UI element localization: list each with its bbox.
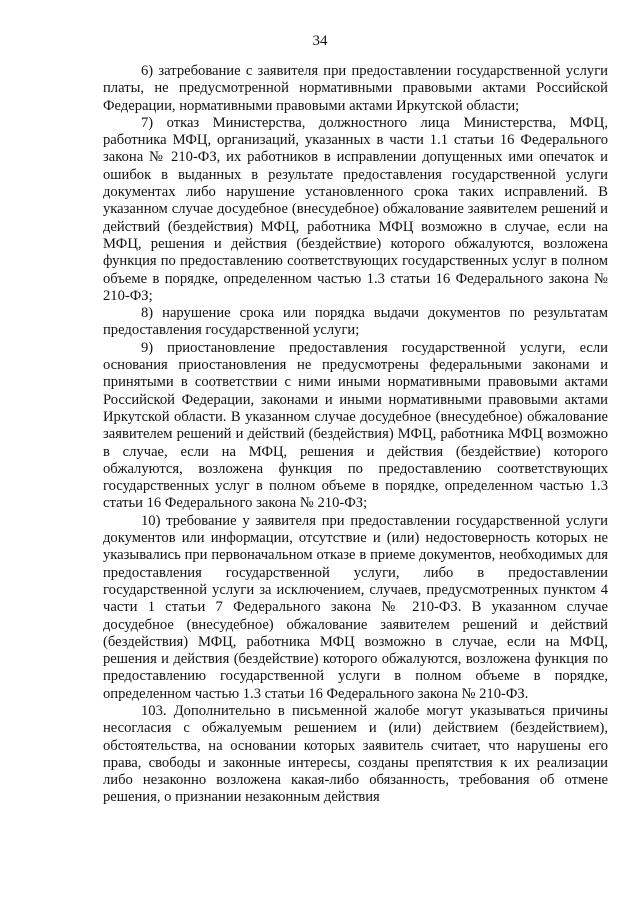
paragraph-item-6: 6) затребование с заявителя при предоставлении государственной услуги платы, не предусмотренной нормативными правовыми актами Российской Федерации, нормативными правовыми актами Иркутской области;: [103, 63, 608, 114]
document-body: [103, 63, 608, 807]
paragraph-item-10: 10) требование у заявителя при предоставлении государственной услуги документов или информации, отсутствие и (или) недостоверность которых не указывались при первоначальном отказе в приеме документов, необходимых для предоставления государственной услуги, либо в предоставлении государственной услуги за исключением, случаев, предусмотренных пунктом 4 части 1 статьи 7 Федерального закона № 210-ФЗ. В указанном случае досудебное (внесудебное) обжалование заявителем решений и действий (бездействия) МФЦ, работника МФЦ возможно в случае, если на МФЦ, решения и действия (бездействие) которого обжалуются, возложена функция по предоставлению государственной услуги в полном объеме в порядке, определенном частью 1.3 статьи 16 Федерального закона № 210-ФЗ.: [103, 512, 608, 702]
paragraph-item-8: 8) нарушение срока или порядка выдачи документов по результатам предоставления государственной услуги;: [103, 305, 608, 339]
paragraph-item-9: 9) приостановление предоставления государственной услуги, если основания приостановления не предусмотрены федеральными законами и принятыми в соответствии с ними иными нормативными правовыми актами Российской Федерации, законами и иными нормативными правовыми актами Иркутской области. В указанном случае досудебное (внесудебное) обжалование заявителем решений и действий (бездействия) МФЦ, работника МФЦ возможно в случае, если на МФЦ, решения и действия (бездействие) которого обжалуются, возложена функция по предоставлению соответствующих государственных услуг в полном объеме в порядке, определенном частью 1.3 статьи 16 Федерального закона № 210-ФЗ;: [103, 339, 608, 512]
page-number: 34: [312, 33, 328, 49]
paragraph-item-7: 7) отказ Министерства, должностного лица Министерства, МФЦ, работника МФЦ, организаций, указанных в части 1.1 статьи 16 Федерального закона № 210-ФЗ, их работников в исправлении допущенных ими опечаток и ошибок в выданных в результате предоставления государственной услуги документах либо нарушение установленного срока таких исправлений. В указанном случае досудебное (внесудебное) обжалование заявителем решений и действий (бездействия) МФЦ, работника МФЦ возможно в случае, если на МФЦ, решения и действия (бездействие) которого обжалуются, возложена функция по предоставлению соответствующих государственных услуг в полном объеме в порядке, определенном частью 1.3 статьи 16 Федерального закона № 210-ФЗ;: [103, 114, 608, 304]
paragraph-clause-103: 103. Дополнительно в письменной жалобе могут указываться причины несогласия с обжалуемым решением и (или) действием (бездействием), обстоятельства, на основании которых заявитель считает, что нарушены его права, свободы и законные интересы, созданы препятствия к их реализации либо незаконно возложена какая-либо обязанность, требования об отмене решения, о признании незаконным действия: [103, 702, 608, 806]
